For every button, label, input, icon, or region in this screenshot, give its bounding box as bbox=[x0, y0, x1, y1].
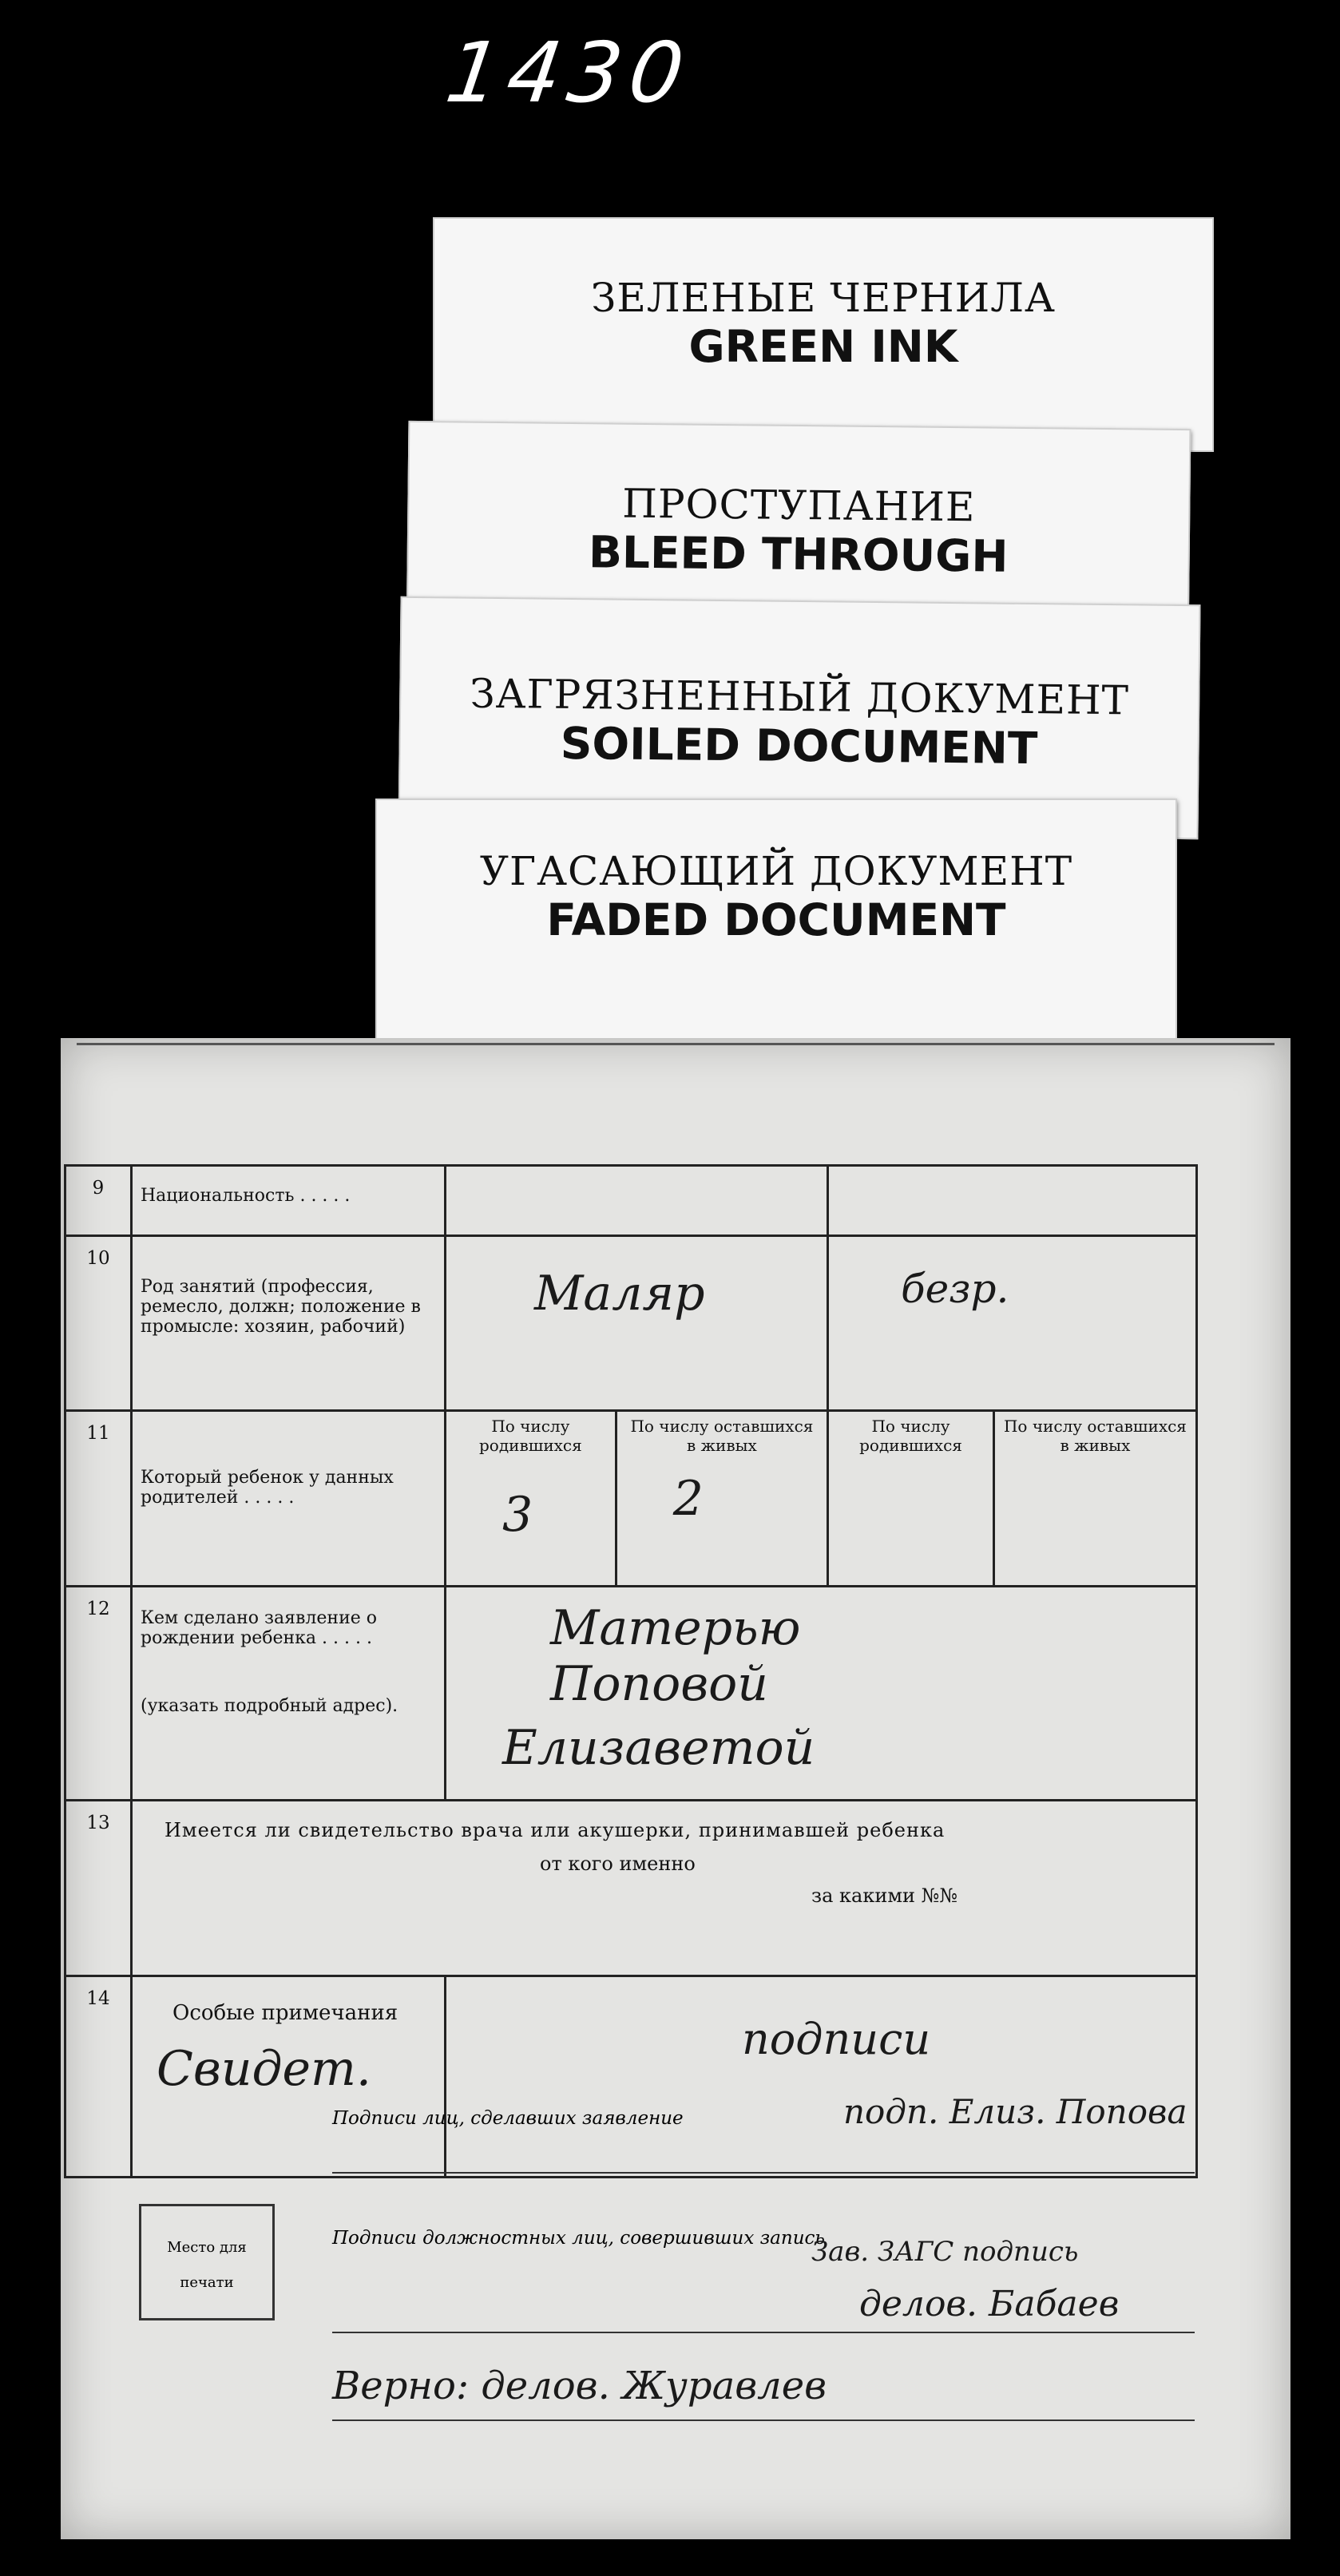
card-en-text: BLEED THROUGH bbox=[588, 526, 1009, 582]
row-number: 12 bbox=[65, 1586, 132, 1801]
row-number: 10 bbox=[65, 1235, 132, 1410]
stamp-label: Место для bbox=[167, 2239, 247, 2256]
handwritten-occupation: безр. bbox=[901, 1265, 1009, 1312]
officials-signature-label: Подписи должностных лиц, совершивших запись bbox=[332, 2228, 825, 2249]
stamp-label: печати bbox=[180, 2274, 234, 2291]
row-number: 11 bbox=[65, 1411, 132, 1586]
card-ru-text: ПРОСТУПАНИЕ bbox=[622, 480, 976, 531]
officials-signature-hand: Зав. ЗАГС подпись bbox=[811, 2236, 1079, 2268]
col-cell bbox=[828, 1411, 994, 1586]
card-en-text: GREEN INK bbox=[688, 321, 958, 372]
column-header: По числу родившихся bbox=[859, 1417, 962, 1456]
row-label-address: (указать подробный адрес). bbox=[141, 1695, 398, 1716]
row-number: 13 bbox=[65, 1801, 132, 1976]
target-card-faded-document bbox=[375, 799, 1177, 1073]
certificate-question: Имеется ли свидетельство врача или акушерки, принимавшей ребенка bbox=[165, 1819, 946, 1842]
row-label: Кем сделано заявление о рождении ребенка . . . . . bbox=[141, 1607, 377, 1648]
row-label: Национальность . . . . . bbox=[132, 1166, 446, 1236]
handwritten-remark: подписи bbox=[742, 2013, 931, 2064]
col-cell bbox=[993, 1411, 1196, 1586]
handwritten-count: 3 bbox=[502, 1487, 533, 1544]
record-form-table bbox=[64, 1164, 1198, 2178]
row-label-cell bbox=[132, 1586, 446, 1801]
handwritten-remark: Свидет. bbox=[157, 2040, 371, 2097]
card-en-text: SOILED DOCUMENT bbox=[560, 717, 1038, 775]
row-number: 9 bbox=[65, 1166, 132, 1236]
declarant-cell bbox=[446, 1586, 1197, 1801]
remarks-label-cell bbox=[132, 1976, 446, 2177]
handwritten-declarant-name: Елизаветой bbox=[502, 1719, 815, 1776]
signature-line bbox=[332, 2172, 1195, 2174]
row-label: Особые примечания bbox=[172, 2000, 398, 2025]
signature-line bbox=[332, 2419, 1195, 2421]
certificate-from-whom: от кого именно bbox=[540, 1853, 696, 1876]
column-header: По числу оставшихся в живых bbox=[1003, 1417, 1187, 1456]
father-occupation-cell bbox=[446, 1235, 828, 1410]
card-ru-text: ЗЕЛЕНЫЕ ЧЕРНИЛА bbox=[591, 275, 1056, 321]
mother-occupation-cell bbox=[828, 1235, 1197, 1410]
row-label: Который ребенок у данных родителей . . . . . bbox=[132, 1411, 446, 1586]
applicants-signature-hand: подп. Елиз. Попова bbox=[843, 2092, 1187, 2131]
handwritten-declarant: Матерью Поповой bbox=[550, 1599, 801, 1712]
officials-signature-hand: делов. Бабаев bbox=[859, 2284, 1120, 2324]
card-en-text: FADED DOCUMENT bbox=[546, 894, 1006, 945]
card-ru-text: ЗАГРЯЗНЕННЫЙ ДОКУМЕНТ bbox=[470, 670, 1130, 724]
certificate-cell bbox=[132, 1801, 1197, 1976]
signature-line bbox=[332, 2332, 1195, 2333]
verified-signature-hand: Верно: делов. Журавлев bbox=[332, 2364, 827, 2408]
target-card-green-ink bbox=[433, 217, 1214, 452]
handwritten-count: 2 bbox=[672, 1471, 704, 1528]
father-cell bbox=[446, 1166, 828, 1236]
mother-cell bbox=[828, 1166, 1197, 1236]
row-label: Род занятий (профессия, ремесло, должн; положение в промысле: хозяин, рабочий) bbox=[132, 1235, 446, 1410]
frame-number: 1430 bbox=[440, 24, 698, 121]
applicants-signature-label: Подписи лиц, сделавших заявление bbox=[332, 2108, 684, 2129]
birth-record-document bbox=[61, 1038, 1290, 2539]
col-cell bbox=[616, 1411, 827, 1586]
remarks-cell bbox=[446, 1976, 1197, 2177]
column-header: По числу оставшихся в живых bbox=[630, 1417, 814, 1456]
column-header: По числу родившихся bbox=[478, 1417, 582, 1456]
certificate-numbers: за какими №№ bbox=[811, 1884, 958, 1908]
card-ru-text: УГАСАЮЩИЙ ДОКУМЕНТ bbox=[479, 848, 1073, 894]
handwritten-occupation: Маляр bbox=[534, 1265, 705, 1322]
col-cell bbox=[446, 1411, 616, 1586]
stamp-placeholder bbox=[139, 2204, 275, 2320]
row-number: 14 bbox=[65, 1976, 132, 2177]
